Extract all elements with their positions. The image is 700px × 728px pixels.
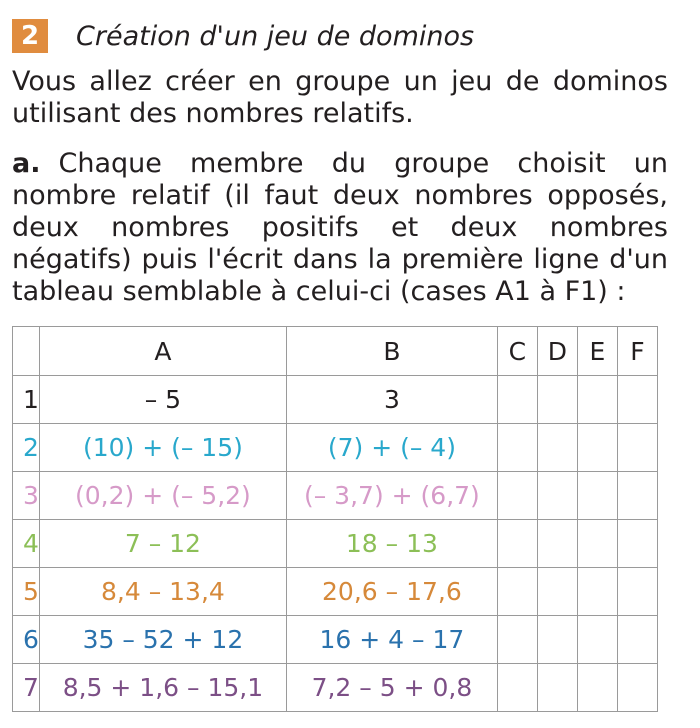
- cell-e: [577, 568, 617, 616]
- row-index: 3: [13, 472, 40, 520]
- row-index: 4: [13, 520, 40, 568]
- cell-d: [537, 424, 577, 472]
- table-row: [13, 616, 658, 664]
- cell-b: (7) + (– 4): [286, 424, 497, 472]
- cell-e: [577, 424, 617, 472]
- cell-e: [577, 376, 617, 424]
- cell-a: 35 – 52 + 12: [39, 616, 286, 664]
- cell-a: (0,2) + (– 5,2): [39, 472, 286, 520]
- column-header-c: C: [497, 327, 537, 376]
- cell-e: [577, 472, 617, 520]
- corner-cell: [13, 327, 40, 376]
- cell-b: 3: [286, 376, 497, 424]
- row-index: 1: [13, 376, 40, 424]
- cell-d: [537, 520, 577, 568]
- question-paragraph: [12, 148, 668, 308]
- cell-d: [537, 664, 577, 712]
- cell-c: [497, 472, 537, 520]
- cell-a: 8,5 + 1,6 – 15,1: [39, 664, 286, 712]
- cell-f: [617, 472, 657, 520]
- cell-e: [577, 664, 617, 712]
- table-header-row: [13, 327, 658, 376]
- cell-c: [497, 520, 537, 568]
- cell-d: [537, 376, 577, 424]
- column-header-a: A: [39, 327, 286, 376]
- cell-b: 20,6 – 17,6: [286, 568, 497, 616]
- exercise-header: [12, 18, 474, 54]
- cell-a: 7 – 12: [39, 520, 286, 568]
- table-row: [13, 472, 658, 520]
- cell-b: 18 – 13: [286, 520, 497, 568]
- cell-a: 8,4 – 13,4: [39, 568, 286, 616]
- table-row: [13, 520, 658, 568]
- cell-c: [497, 568, 537, 616]
- cell-d: [537, 472, 577, 520]
- cell-f: [617, 520, 657, 568]
- cell-e: [577, 520, 617, 568]
- exercise-title: Création d'un jeu de dominos: [76, 20, 475, 52]
- domino-table: [12, 326, 658, 712]
- cell-b: (– 3,7) + (6,7): [286, 472, 497, 520]
- cell-a: – 5: [39, 376, 286, 424]
- table-row: [13, 664, 658, 712]
- intro-paragraph: Vous allez créer en groupe un jeu de dominos utilisant des nombres relatifs.: [12, 66, 668, 129]
- column-header-f: F: [617, 327, 657, 376]
- table-body: [13, 376, 658, 712]
- question-label: a.: [12, 148, 41, 179]
- row-index: 7: [13, 664, 40, 712]
- cell-e: [577, 616, 617, 664]
- cell-d: [537, 568, 577, 616]
- column-header-b: B: [286, 327, 497, 376]
- table-row: [13, 376, 658, 424]
- table-row: [13, 568, 658, 616]
- cell-f: [617, 376, 657, 424]
- row-index: 5: [13, 568, 40, 616]
- cell-c: [497, 616, 537, 664]
- cell-c: [497, 664, 537, 712]
- cell-c: [497, 376, 537, 424]
- cell-a: (10) + (– 15): [39, 424, 286, 472]
- row-index: 6: [13, 616, 40, 664]
- table-row: [13, 424, 658, 472]
- cell-b: 16 + 4 – 17: [286, 616, 497, 664]
- cell-f: [617, 568, 657, 616]
- cell-f: [617, 424, 657, 472]
- cell-f: [617, 616, 657, 664]
- exercise-number-badge: 2: [12, 19, 48, 53]
- cell-d: [537, 616, 577, 664]
- row-index: 2: [13, 424, 40, 472]
- cell-c: [497, 424, 537, 472]
- column-header-d: D: [537, 327, 577, 376]
- cell-b: 7,2 – 5 + 0,8: [286, 664, 497, 712]
- question-text: Chaque membre du groupe choisit un nombre relatif (il faut deux nombres opposés, deux nombres positifs et deux nombres négatifs) puis l'écrit dans la première ligne d'un tableau semblable à celui-ci (cases A1 à F1) :: [12, 148, 668, 307]
- column-header-e: E: [577, 327, 617, 376]
- cell-f: [617, 664, 657, 712]
